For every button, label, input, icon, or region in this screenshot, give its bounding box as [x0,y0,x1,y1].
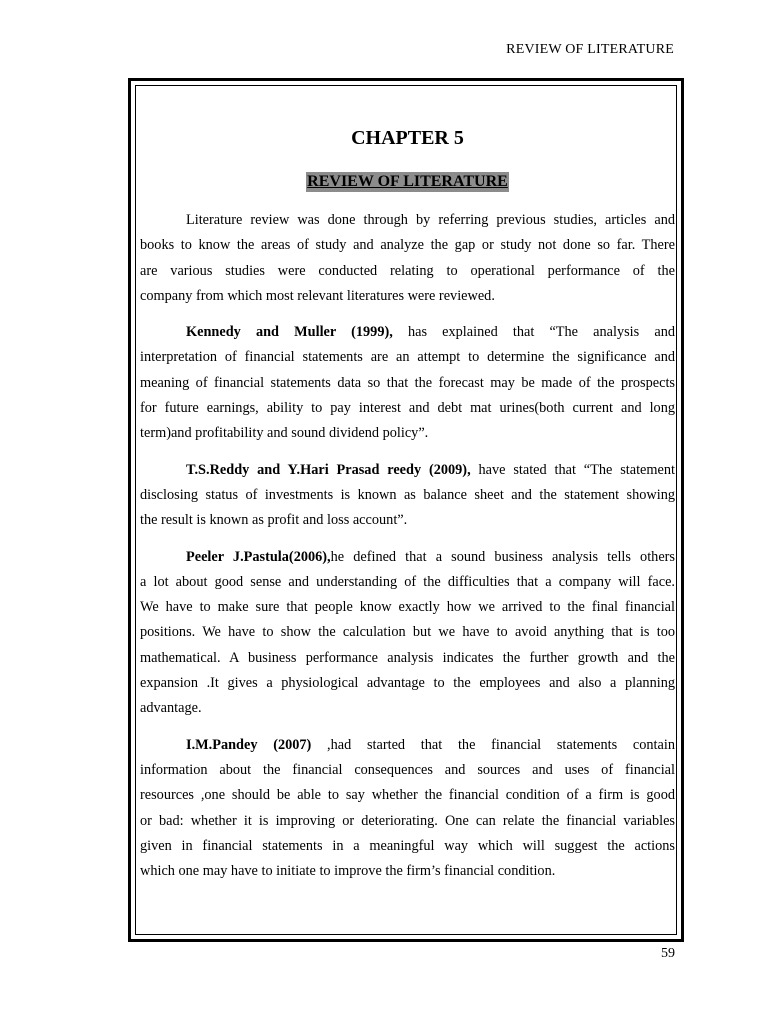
paragraph-line: or bad: whether it is improving or deteriorating. One can relate the financial variables [140,812,675,829]
paragraph-line: for future earnings, ability to pay interest and debt mat urines(both current and long [140,400,675,417]
paragraph-line [140,458,675,483]
paragraph-line: term)and profitability and sound dividend policy”. [140,425,429,442]
paragraph-line: advantage. [140,700,202,717]
paragraph-line: are various studies were conducted relating to operational performance of the [140,262,675,279]
section-title-container [140,172,675,192]
paragraph-line: resources ,one should be able to say whether the financial condition of a firm is good [140,787,675,804]
paragraph-line: We have to make sure that people know exactly how we arrived to the final financial [140,599,675,616]
citation-author: Kennedy and Muller (1999), [186,324,393,341]
citation-author: I.M.Pandey (2007) [186,736,312,753]
paragraph-line [140,208,675,233]
paragraph-line: mathematical. A business performance analysis indicates the further growth and the [140,649,675,666]
paragraph-text: he defined that a sound business analysis tells others [330,548,675,565]
paragraph-text: Literature review was done through by referring previous studies, articles and [186,212,675,228]
citation-author: Peeler J.Pastula(2006), [186,548,331,565]
paragraph-line: given in financial statements in a meaningful way which will suggest the actions [140,837,675,854]
citation-author: T.S.Reddy and Y.Hari Prasad reedy (2009), [186,461,471,478]
paragraph-line: company from which most relevant literatures were reviewed. [140,287,495,304]
paragraph-line [140,320,675,345]
paragraph-text: have stated that “The statement [478,461,675,478]
paragraph-kennedy-muller [140,320,675,446]
paragraph-peeler [140,545,675,722]
paragraph-text: ,had started that the financial statements contain [327,736,675,753]
paragraph-line [140,545,675,570]
paragraph-line: information about the financial consequences and sources and uses of financial [140,761,675,778]
page-content [140,120,675,884]
paragraph-line: expansion .It gives a physiological advantage to the employees and also a planning [140,675,675,692]
paragraph-reddy [140,458,675,534]
section-title: REVIEW OF LITERATURE [307,173,508,190]
paragraph-line: positions. We have to show the calculation but we have to avoid anything that is too [140,624,675,641]
page-number: 59 [661,946,675,961]
paragraph-line: the result is known as profit and loss account”. [140,512,408,529]
paragraph-line: disclosing status of investments is known as balance sheet and the statement showing [140,486,675,503]
paragraph-line: interpretation of financial statements are an attempt to determine the significance and [140,349,675,366]
chapter-title: CHAPTER 5 [351,127,464,149]
running-header: REVIEW OF LITERATURE [506,42,674,57]
paragraph-text: has explained that “The analysis and [407,324,676,341]
paragraph-line: books to know the areas of study and analyze the gap or study not done so far. There [140,237,675,254]
paragraph-intro [140,208,675,309]
paragraph-line: meaning of financial statements data so that the forecast may be made of the prospects [140,374,675,391]
paragraph-pandey [140,733,675,885]
paragraph-line: a lot about good sense and understanding of the difficulties that a company will face. [140,573,675,590]
paragraph-line [140,733,675,758]
paragraph-line: which one may have to initiate to improve the firm’s financial condition. [140,863,556,880]
